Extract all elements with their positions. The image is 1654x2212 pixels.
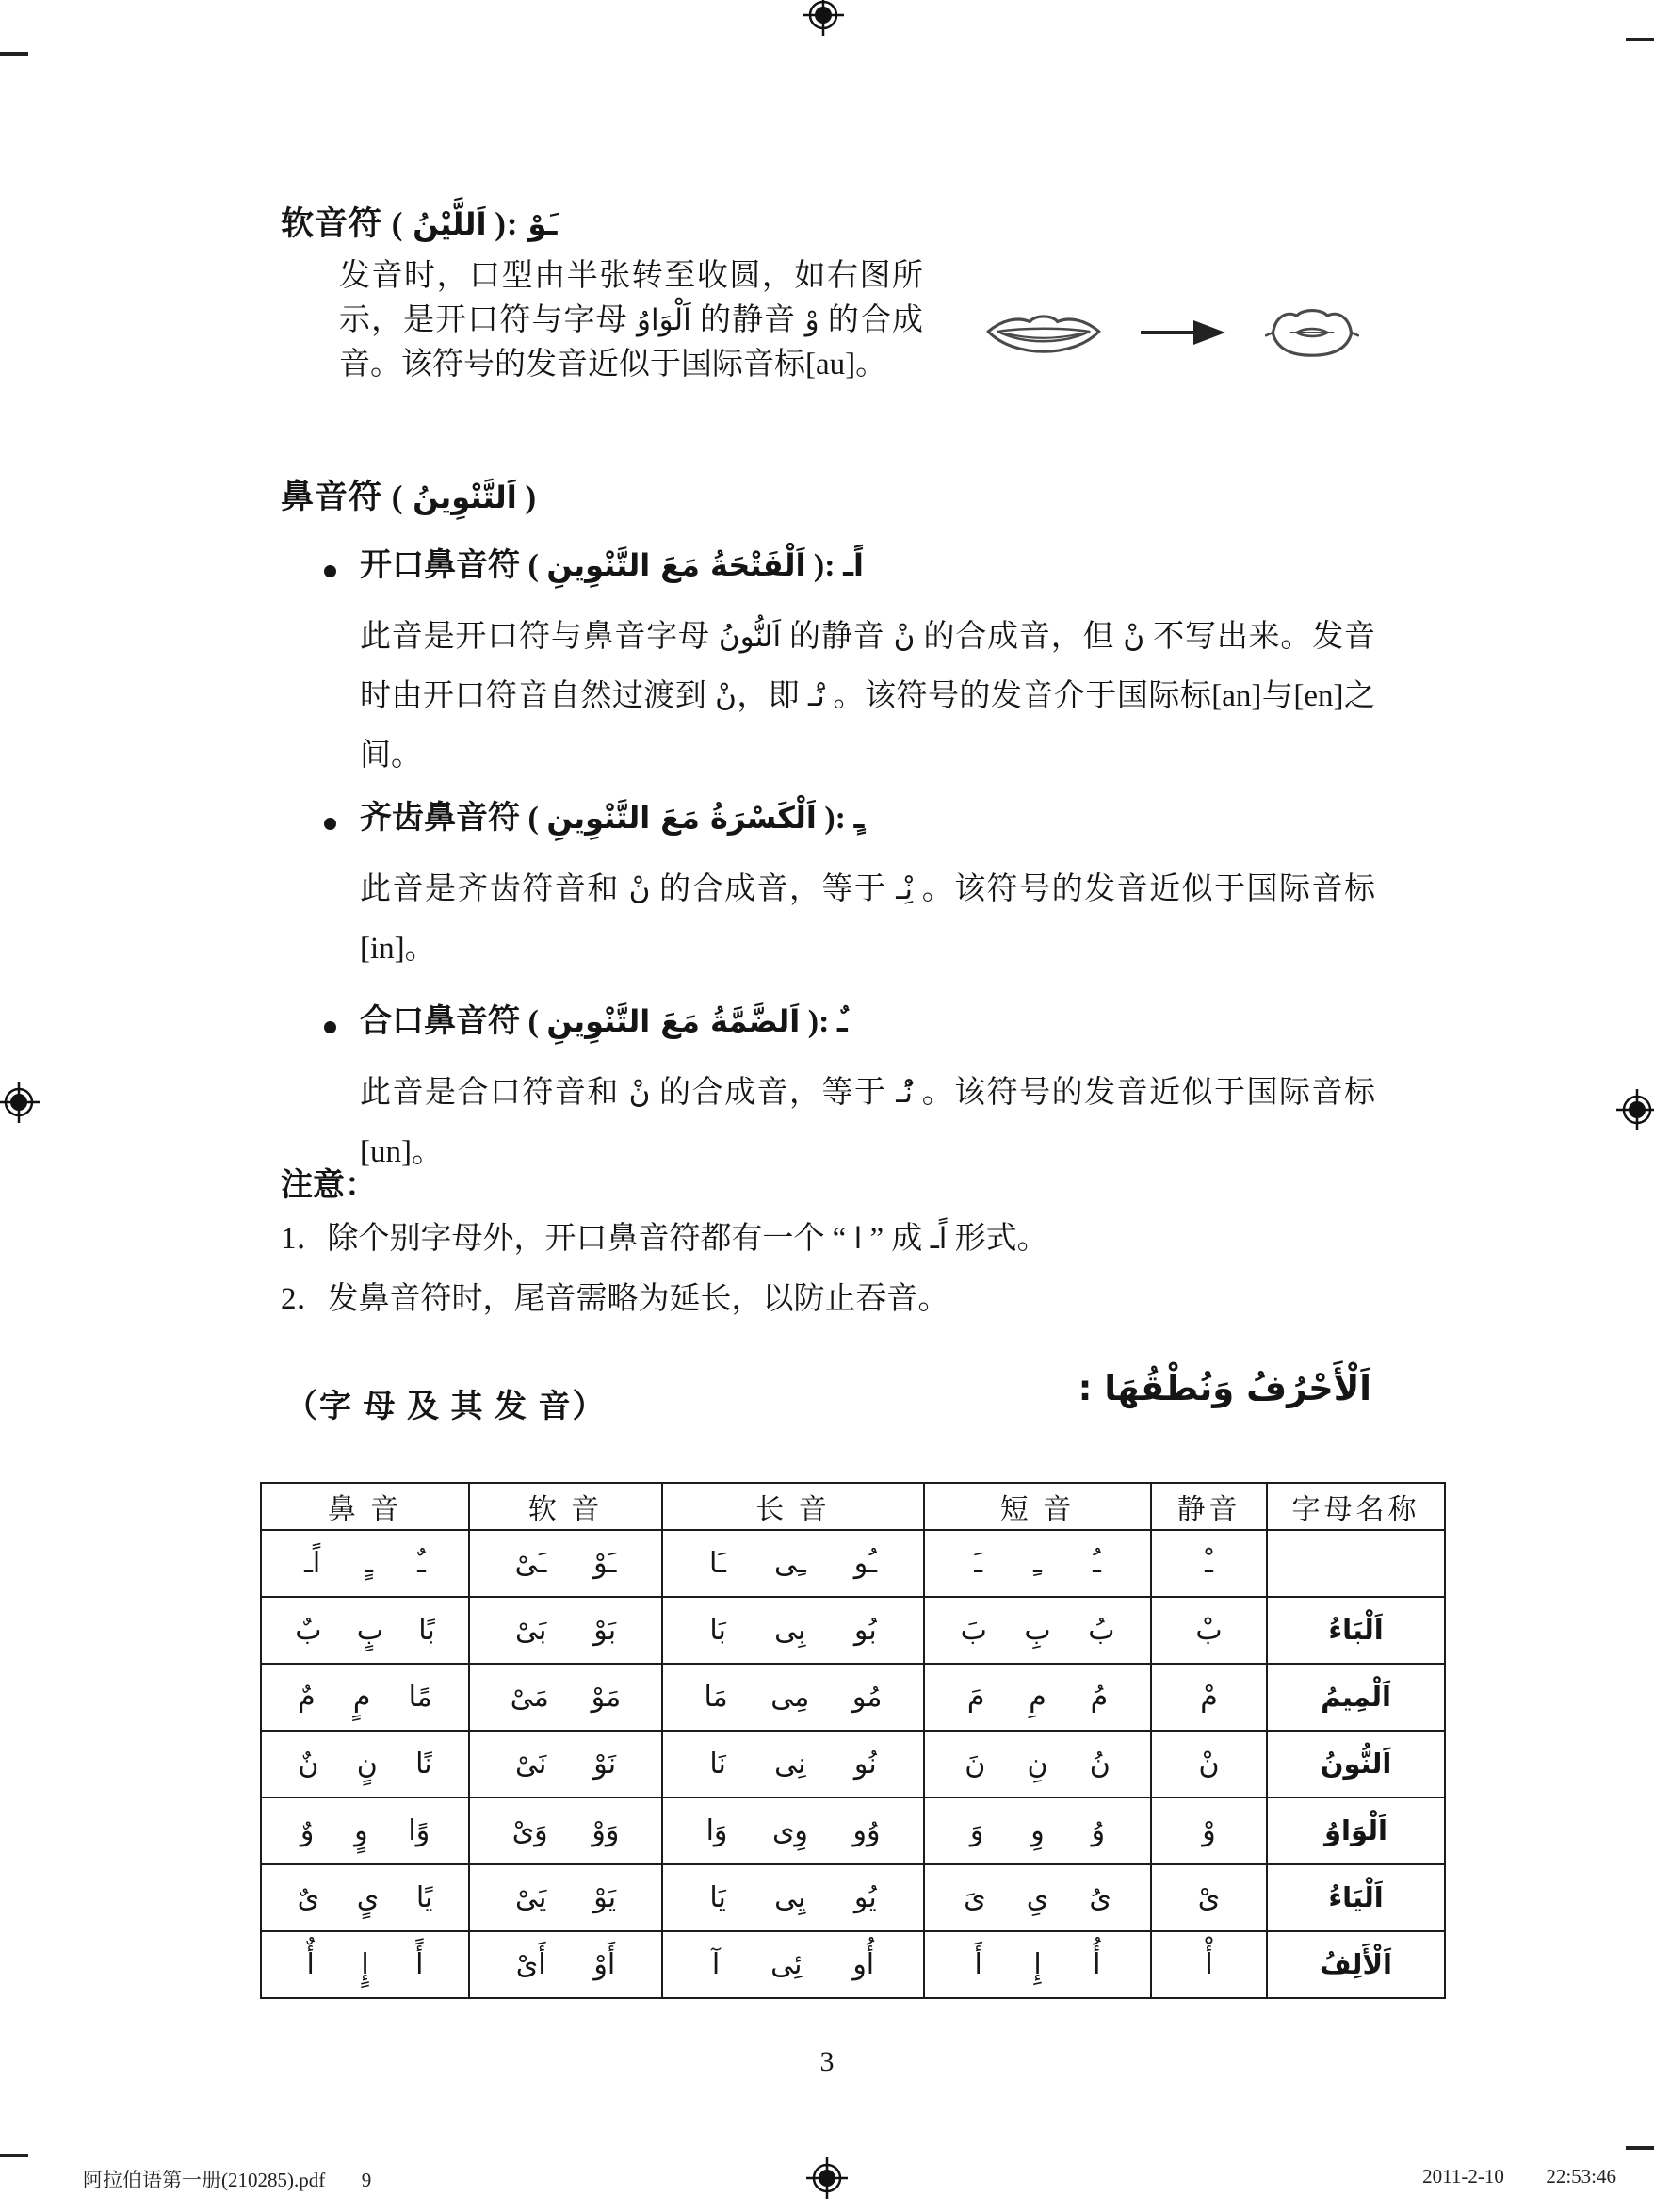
arabic-text: اَلْفَتْحَةُ مَعَ التَّنْوِينِ [546, 547, 806, 583]
arabic-form: نَ [965, 1747, 986, 1781]
arabic-text: اَلنُّونُ [718, 620, 782, 654]
page-number: 3 [819, 2046, 835, 2077]
bullet-title-damma-nasal [360, 995, 848, 1041]
arabic-form: مَ [966, 1680, 985, 1714]
column-header: 长 音 [662, 1483, 924, 1530]
arabic-form: مَا [704, 1680, 728, 1714]
registration-mark-left [0, 1082, 40, 1123]
cell-long [662, 1597, 924, 1664]
cell-long [662, 1731, 924, 1797]
arabic-text: نُْـ [896, 1076, 913, 1110]
chinese-text: 软音符 ( [281, 205, 414, 242]
column-header: 字母名称 [1267, 1483, 1445, 1530]
arabic-form: اَلنُّونُ [1320, 1748, 1392, 1780]
note-item-2 [281, 1274, 949, 1318]
arabic-form: وٌ [300, 1814, 315, 1847]
cell-nasal [261, 1864, 469, 1931]
arabic-form: أَىْ [515, 1947, 546, 1981]
arabic-form: أً [415, 1947, 424, 1981]
cell-silent [1151, 1931, 1267, 1998]
column-header: 鼻 音 [261, 1483, 469, 1530]
cell-soft [469, 1731, 662, 1797]
arabic-text: ا [853, 1222, 863, 1256]
arabic-form: آ [711, 1947, 721, 1981]
arabic-text: اَلْكَسْرَةُ مَعَ التَّنْوِينِ [546, 800, 817, 836]
arabic-form: نِى [774, 1747, 806, 1781]
chinese-text: 。该符号的发音近似于国际音标[un]。 [360, 1076, 1376, 1169]
arabic-form: اَلْيَاءُ [1328, 1881, 1384, 1913]
table-row [261, 1597, 1445, 1664]
table-row [261, 1931, 1445, 1998]
arabic-form: وَ [969, 1814, 984, 1847]
arabic-form: أُ [1093, 1947, 1101, 1981]
arabic-form: أٌ [306, 1947, 315, 1981]
cell-name [1267, 1931, 1445, 1998]
letters-caption-ar: اَلْأَحْرُفُ وَنُطْقُهَا : [1078, 1368, 1371, 1408]
arabic-form: يَىْ [514, 1880, 547, 1914]
arabic-form: وَىْ [511, 1814, 548, 1847]
bullet-body-kasra-nasal [360, 860, 1375, 979]
arabic-form: نًا [415, 1747, 432, 1781]
cell-silent [1151, 1664, 1267, 1731]
arabic-form: نِ [1027, 1747, 1048, 1781]
arabic-form: مَىْ [510, 1680, 549, 1714]
arabic-text: ـٍ [853, 800, 865, 836]
cell-name [1267, 1797, 1445, 1864]
chinese-text: ” 成 [862, 1222, 931, 1256]
arabic-form: وٍ [354, 1814, 368, 1847]
letters-table-wrap [260, 1482, 1446, 1999]
cell-silent [1151, 1731, 1267, 1797]
arabic-form: وَوْ [592, 1814, 620, 1847]
arabic-form: ـٍ [365, 1546, 374, 1580]
arabic-form: وًا [408, 1814, 430, 1847]
chinese-text: 开口鼻音符 ( [360, 548, 547, 583]
arabic-form: ىِ [1026, 1880, 1049, 1914]
arabic-form: نُو [853, 1747, 877, 1781]
arabic-form: اَلْوَاوُ [1324, 1814, 1387, 1846]
cell-short [924, 1530, 1151, 1597]
arabic-form: ـُو [853, 1546, 878, 1580]
bullet-dot [324, 818, 336, 830]
arabic-form: ئِى [770, 1947, 803, 1981]
arabic-text: نْ [893, 620, 916, 654]
bullet-body-damma-nasal [360, 1064, 1375, 1182]
cell-short [924, 1664, 1151, 1731]
cell-long [662, 1797, 924, 1864]
footer-date: 2011-2-10 [1422, 2165, 1504, 2188]
arabic-text: اَللَّيْنُ [413, 206, 487, 242]
arabic-text: نْ [628, 1076, 651, 1110]
chinese-text: 。该符号的发音介于国际标[an]与[en]之间。 [360, 679, 1376, 773]
table-header-row [261, 1483, 1445, 1530]
cell-silent [1151, 1530, 1267, 1597]
arabic-form: مٍ [352, 1680, 371, 1714]
cell-name [1267, 1597, 1445, 1664]
arabic-text: اًـ [930, 1222, 948, 1256]
cell-soft [469, 1931, 662, 1998]
crop-tick-top-left [0, 52, 28, 56]
arabic-text: ـَوْ [527, 206, 558, 242]
chinese-text: ): [486, 205, 528, 242]
arabic-form: نُ [1089, 1747, 1111, 1781]
arabic-form: ـَىْ [514, 1546, 547, 1580]
chinese-text: 。该符号的发音近似于国际音标[in]。 [360, 872, 1376, 966]
table-row [261, 1731, 1445, 1797]
arabic-form: ـْ [1205, 1546, 1213, 1580]
arabic-form: بِى [774, 1613, 806, 1647]
arabic-form: مٌ [298, 1680, 316, 1714]
cell-name [1267, 1731, 1445, 1797]
arabic-form: إٍ [361, 1947, 369, 1981]
column-header: 静音 [1151, 1483, 1267, 1530]
arabic-form: ىُ [1089, 1880, 1111, 1914]
arabic-form: وَا [705, 1814, 728, 1847]
chinese-text: 不写出来。发音时由开口符音自然过渡到 [360, 620, 1376, 713]
column-header: 软 音 [469, 1483, 662, 1530]
notes-label: 注意： [281, 1168, 377, 1203]
arabic-text: نَْـ [808, 679, 825, 713]
cell-short [924, 1597, 1151, 1664]
cell-nasal [261, 1664, 469, 1731]
note-item-1 [281, 1213, 1048, 1258]
cell-nasal [261, 1931, 469, 1998]
cell-long [662, 1530, 924, 1597]
nasal-section-title [281, 471, 537, 518]
cell-long [662, 1864, 924, 1931]
bullet-title-kasra-nasal [360, 791, 864, 838]
arabic-text: نْ [1123, 620, 1145, 654]
cell-soft [469, 1597, 662, 1664]
cell-silent [1151, 1864, 1267, 1931]
footer-file-name: 阿拉伯语第一册(210285).pdf [83, 2169, 326, 2191]
cell-soft [469, 1530, 662, 1597]
chinese-text: 鼻音符 ( [281, 479, 414, 515]
registration-mark-top [803, 0, 844, 36]
arabic-form: ـِى [773, 1546, 806, 1580]
bullet-dot [324, 565, 336, 577]
arabic-form: ىٍ [356, 1880, 380, 1914]
bullet-body-open-nasal [360, 608, 1375, 786]
cell-soft [469, 1797, 662, 1864]
arabic-form: أُو [852, 1947, 875, 1981]
arabic-text: اَلضَّمَّةُ مَعَ التَّنْوِينِ [546, 1003, 801, 1039]
arabic-form: ـِ [1033, 1546, 1042, 1580]
arabic-form: بَىْ [514, 1613, 547, 1647]
arabic-form: اَلْمِيمُ [1321, 1681, 1391, 1713]
cell-silent [1151, 1797, 1267, 1864]
footer-time: 22:53:46 [1546, 2165, 1616, 2188]
chinese-text: 形式。 [947, 1222, 1048, 1256]
arabic-form: ىٌ [297, 1880, 320, 1914]
arabic-form: أْ [1205, 1947, 1213, 1981]
arabic-form: اًـ [304, 1546, 321, 1580]
arabic-form: مُ [1090, 1680, 1109, 1714]
arabic-form: مًا [408, 1680, 432, 1714]
chinese-text: ): [800, 1004, 837, 1039]
cell-soft [469, 1664, 662, 1731]
arabic-form: أَ [974, 1947, 982, 1981]
arabic-form: بُو [853, 1613, 877, 1647]
mouth-shape-diagram [984, 301, 1380, 364]
footer-left [83, 2165, 371, 2193]
arrow-right-icon [1139, 313, 1229, 352]
chinese-text: ，即 [736, 679, 809, 713]
footer-page-indicator: 9 [361, 2169, 372, 2191]
arabic-form: بًا [418, 1613, 435, 1647]
arabic-form: نَىْ [514, 1747, 547, 1781]
footer-right [1422, 2165, 1616, 2188]
cell-silent [1151, 1597, 1267, 1664]
arabic-form: بَوْ [593, 1613, 617, 1647]
arabic-text: اًـ [843, 547, 864, 583]
column-header: 短 音 [924, 1483, 1151, 1530]
chinese-text: 的静音 [690, 303, 805, 337]
arabic-form: بُ [1088, 1613, 1115, 1647]
letters-table-body [261, 1530, 1445, 1998]
arabic-form: نْ [1198, 1747, 1220, 1781]
arabic-form: ـَوْ [593, 1546, 617, 1580]
arabic-text: نْ [715, 679, 737, 713]
arabic-form: ـٌ [417, 1546, 426, 1580]
crop-tick-top-right [1626, 38, 1654, 41]
soft-section-body [339, 254, 923, 387]
table-row [261, 1864, 1445, 1931]
cell-nasal [261, 1597, 469, 1664]
chinese-text: ) [516, 479, 538, 515]
cell-name [1267, 1530, 1445, 1597]
arabic-form: وِ [1030, 1814, 1045, 1847]
arabic-form: وِى [771, 1814, 808, 1847]
chinese-text: 2．发鼻音符时，尾音需略为延长，以防止吞音。 [281, 1282, 949, 1316]
cell-nasal [261, 1797, 469, 1864]
chinese-text: 发音时，口型由半张转至收圆，如右图所示，是开口符与字母 [339, 259, 923, 337]
arabic-form: مُو [851, 1680, 883, 1714]
table-row [261, 1530, 1445, 1597]
arabic-form: أَوْ [593, 1947, 616, 1981]
table-row [261, 1797, 1445, 1864]
chinese-text: ): [816, 801, 854, 836]
cell-short [924, 1731, 1151, 1797]
chinese-text: 齐齿鼻音符 ( [360, 801, 547, 836]
arabic-text: وْ [804, 303, 819, 337]
arabic-form: وُ [1091, 1814, 1106, 1847]
chinese-text: 的合成音，等于 [650, 1076, 897, 1110]
arabic-form: وْ [1202, 1814, 1216, 1847]
crop-tick-bottom-right [1626, 2146, 1654, 2150]
bullet-title-open-nasal [360, 539, 864, 585]
registration-mark-right [1616, 1089, 1654, 1130]
cell-nasal [261, 1530, 469, 1597]
rounded-mouth-image [1265, 301, 1359, 364]
arabic-form: يَا [709, 1880, 726, 1914]
cell-name [1267, 1664, 1445, 1731]
arabic-text: اَلْوَاوُ [637, 303, 691, 337]
arabic-form: اَلْبَاءُ [1328, 1614, 1384, 1646]
arabic-form: مِى [770, 1680, 810, 1714]
arabic-form: نٌ [298, 1747, 319, 1781]
chinese-text: 的合成音，但 [915, 620, 1124, 654]
cell-short [924, 1797, 1151, 1864]
arabic-form: اَلْأَلِفُ [1320, 1948, 1392, 1980]
arabic-form: إِ [1033, 1947, 1042, 1981]
chinese-text: 此音是合口符音和 [360, 1076, 629, 1110]
arabic-form: بَ [960, 1613, 987, 1647]
cell-long [662, 1931, 924, 1998]
chinese-text: 此音是开口符与鼻音字母 [360, 620, 719, 654]
soft-section-title [281, 198, 558, 245]
registration-mark-bottom [806, 2157, 848, 2199]
arabic-text: ـٌ [836, 1003, 848, 1039]
chinese-text: 的合成音。该符号的发音近似于国际音标[au]。 [339, 303, 924, 382]
chinese-text: 1．除个别字母外，开口鼻音符都有一个 “ [281, 1222, 854, 1256]
cell-short [924, 1931, 1151, 1998]
cell-name [1267, 1864, 1445, 1931]
arabic-form: ـَ [974, 1546, 982, 1580]
arabic-form: مَوْ [591, 1680, 622, 1714]
bullet-dot [324, 1021, 336, 1033]
arabic-form: ىْ [1197, 1880, 1221, 1914]
table-row [261, 1664, 1445, 1731]
arabic-form: نَا [709, 1747, 726, 1781]
letters-table [260, 1482, 1446, 1999]
arabic-form: بْ [1195, 1613, 1223, 1647]
crop-tick-bottom-left [0, 2154, 28, 2157]
chinese-text: ): [805, 548, 844, 583]
arabic-form: بٌ [295, 1613, 322, 1647]
chinese-text: 的静音 [781, 620, 894, 654]
arabic-text: نْ [628, 872, 651, 906]
chinese-text: 的合成音，等于 [650, 872, 897, 906]
letters-caption-cn: （字 母 及 其 发 音） [285, 1390, 607, 1424]
arabic-form: نٍ [356, 1747, 378, 1781]
arabic-form: يَوْ [593, 1880, 617, 1914]
arabic-form: مْ [1200, 1680, 1218, 1714]
arabic-form: يُو [853, 1880, 877, 1914]
arabic-form: ـَا [709, 1546, 726, 1580]
arabic-form: مِ [1029, 1680, 1046, 1714]
arabic-form: بٍ [356, 1613, 383, 1647]
cell-long [662, 1664, 924, 1731]
cell-nasal [261, 1731, 469, 1797]
cell-short [924, 1864, 1151, 1931]
arabic-form: وُو [852, 1814, 881, 1847]
arabic-form: بَا [709, 1613, 726, 1647]
arabic-text: اَلتَّنْوِينُ [413, 480, 517, 515]
chinese-text: 合口鼻音符 ( [360, 1004, 547, 1039]
arabic-form: نَوْ [593, 1747, 617, 1781]
arabic-form: بِ [1024, 1613, 1051, 1647]
arabic-text: نِْـ [896, 872, 913, 906]
arabic-form: يِى [774, 1880, 806, 1914]
cell-soft [469, 1864, 662, 1931]
half-open-mouth-image [984, 301, 1103, 364]
arabic-form: ـُ [1093, 1546, 1101, 1580]
arabic-form: ىَ [964, 1880, 986, 1914]
arabic-form: يًا [415, 1880, 433, 1914]
chinese-text: 此音是齐齿符音和 [360, 872, 629, 906]
